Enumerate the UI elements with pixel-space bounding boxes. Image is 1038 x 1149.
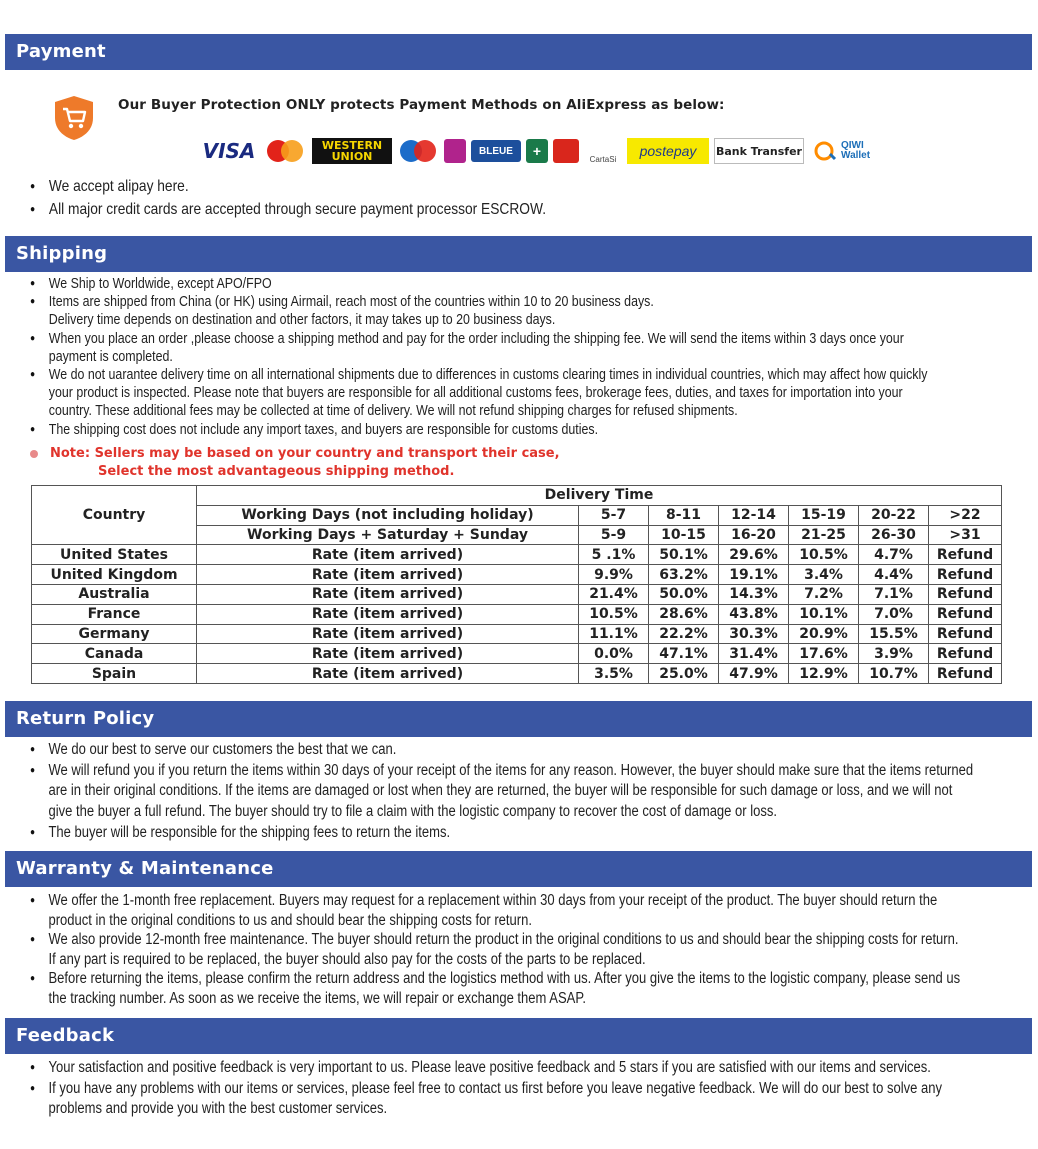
rate-cell: 10.5% (579, 604, 649, 624)
carte-bleue-logo: BLEUE (471, 140, 521, 162)
visa-logo: VISA (202, 139, 256, 163)
rate-cell: 28.6% (649, 604, 719, 624)
country-cell: United States (32, 545, 197, 565)
rate-cell: Refund (929, 565, 1002, 585)
rate-cell: 63.2% (649, 565, 719, 585)
mastercard-logo (263, 138, 307, 164)
note-line-1: Note: Sellers may be based on your country and transport their case, (50, 446, 560, 461)
rate-cell: 10.5% (789, 545, 859, 565)
rate-cell: 17.6% (789, 644, 859, 664)
list-item: ● Before returning the items, please confirm the return address and the logistics method with us. After you give the items to the logistic company, please send us (30, 969, 1009, 989)
feedback-header: Feedback (5, 1018, 1032, 1054)
table-cell: >22 (929, 505, 1002, 525)
payment-bullets (30, 175, 890, 221)
rate-cell: Refund (929, 545, 1002, 565)
rate-cell: 3.4% (789, 565, 859, 585)
rate-cell: 14.3% (719, 584, 789, 604)
table-row (32, 584, 1002, 604)
list-item: ● When you place an order ,please choose a shipping method and pay for the order including the shipping fee. We will send the items within 3 days once your (30, 330, 1022, 348)
list-item-continued: country. These additional fees may be collected at time of delivery. We will not refund shipping charges for refused shipments. (48, 403, 738, 420)
payment-logos (200, 135, 889, 167)
rate-cell: 22.2% (649, 624, 719, 644)
buyer-protection-text: Our Buyer Protection ONLY protects Payment Methods on AliExpress as below: (118, 97, 725, 113)
country-cell: France (32, 604, 197, 624)
working-days-label: Working Days (not including holiday) (197, 505, 579, 525)
rate-cell: 30.3% (719, 624, 789, 644)
list-item: ● We also provide 12-month free maintenance. The buyer should return the product in the original conditions to us and should bear the shipping costs for return. (30, 930, 1009, 950)
western-union-logo: WESTERN UNION (312, 138, 392, 164)
saturday-days-label: Working Days + Saturday + Sunday (197, 525, 579, 545)
table-cell: 8-11 (649, 505, 719, 525)
country-header: Country (32, 486, 197, 545)
cartasi-logo: CartaSi (589, 155, 617, 164)
rate-cell: 15.5% (859, 624, 929, 644)
feedback-bullets (30, 1058, 1004, 1120)
country-cell: Australia (32, 584, 197, 604)
rate-cell: 7.2% (789, 584, 859, 604)
rate-cell: 21.4% (579, 584, 649, 604)
table-cell: 10-15 (649, 525, 719, 545)
rate-cell: 50.1% (649, 545, 719, 565)
rate-cell: 19.1% (719, 565, 789, 585)
country-cell: Spain (32, 664, 197, 684)
buyer-protection-shield-icon (52, 94, 96, 142)
maestro-logo (397, 138, 439, 164)
list-item: ● The shipping cost does not include any import taxes, and buyers are responsible for customs duties. (30, 421, 1022, 439)
table-row (32, 486, 1002, 506)
table-cell: 15-19 (789, 505, 859, 525)
table-cell: 26-30 (859, 525, 929, 545)
table-row (32, 545, 1002, 565)
country-cell: Germany (32, 624, 197, 644)
table-row (32, 604, 1002, 624)
rate-label-cell: Rate (item arrived) (197, 565, 579, 585)
list-item-continued: problems and provide you with the best customer services. (48, 1100, 388, 1117)
table-cell: 16-20 (719, 525, 789, 545)
rate-label-cell: Rate (item arrived) (197, 584, 579, 604)
table-cell: 21-25 (789, 525, 859, 545)
list-item: ● We will refund you if you return the items within 30 days of your receipt of the items for any reason. However, the buyer should make sure that the items returned (30, 761, 1013, 782)
table-cell: 5-9 (579, 525, 649, 545)
rate-cell: 4.4% (859, 565, 929, 585)
country-cell: Canada (32, 644, 197, 664)
rate-cell: 10.7% (859, 664, 929, 684)
rate-cell: 50.0% (649, 584, 719, 604)
rate-cell: 9.9% (579, 565, 649, 585)
shipping-bullets (30, 275, 1022, 439)
shipping-note (30, 445, 560, 481)
table-cell: 5-7 (579, 505, 649, 525)
rate-cell: 20.9% (789, 624, 859, 644)
payment-icon-red (553, 139, 579, 163)
list-item: ● We accept alipay here. (30, 175, 890, 198)
bank-transfer-logo: Bank Transfer (714, 138, 804, 164)
rate-cell: Refund (929, 604, 1002, 624)
shipping-header: Shipping (5, 236, 1032, 272)
rate-cell: Refund (929, 644, 1002, 664)
rate-label-cell: Rate (item arrived) (197, 644, 579, 664)
list-item: ● We offer the 1-month free replacement. Buyers may request for a replacement within 30 days from your receipt of the product. The buyer should return the (30, 891, 1009, 911)
rate-cell: Refund (929, 584, 1002, 604)
list-item-continued: your product is inspected. Please note that buyers are responsible for all additional customs fees, brokerage fees, duties, and taxes for importation into your (48, 385, 903, 402)
warranty-header: Warranty & Maintenance (5, 851, 1032, 887)
list-item: ● All major credit cards are accepted through secure payment processor ESCROW. (30, 198, 890, 221)
rate-cell: 31.4% (719, 644, 789, 664)
payment-icon-green: + (526, 139, 548, 163)
table-row (32, 565, 1002, 585)
country-cell: United Kingdom (32, 565, 197, 585)
list-item-continued: give the buyer a full refund. The buyer should try to file a claim with the logistic company to recover the cost of damage or loss. (48, 803, 778, 821)
delivery-time-table (31, 485, 1002, 684)
rate-cell: 7.0% (859, 604, 929, 624)
list-item: ● Items are shipped from China (or HK) using Airmail, reach most of the countries within 10 to 20 business days. (30, 293, 1022, 311)
rate-cell: 12.9% (789, 664, 859, 684)
payment-icon-purple (444, 139, 466, 163)
rate-label-cell: Rate (item arrived) (197, 545, 579, 565)
list-item-continued: the tracking number. As soon as we receive the items, we will repair or exchange them ASAP. (48, 989, 586, 1007)
rate-cell: 29.6% (719, 545, 789, 565)
return-policy-header: Return Policy (5, 701, 1032, 737)
rate-cell: 7.1% (859, 584, 929, 604)
rate-cell: Refund (929, 624, 1002, 644)
rate-cell: 4.7% (859, 545, 929, 565)
rate-label-cell: Rate (item arrived) (197, 604, 579, 624)
table-cell: >31 (929, 525, 1002, 545)
list-item: ● We do our best to serve our customers the best that we can. (30, 740, 1013, 761)
rate-cell: 10.1% (789, 604, 859, 624)
list-item: ● If you have any problems with our items or services, please feel free to contact us first before you leave negative feedback. We will do our best to solve any (30, 1079, 1004, 1100)
rate-cell: 25.0% (649, 664, 719, 684)
postepay-logo: postepay (627, 138, 709, 164)
list-item-continued: are in their original conditions. If the items are damaged or lost when they are returned, the buyer will be responsible for such damage or loss, and we will not (48, 782, 953, 800)
note-line-2: Select the most advantageous shipping method. (98, 464, 455, 479)
qiwi-wallet-label: QIWI Wallet (841, 140, 871, 161)
list-item-continued: Delivery time depends on destination and other factors, it may takes up to 20 business days. (48, 312, 556, 329)
rate-cell: 3.5% (579, 664, 649, 684)
table-row (32, 624, 1002, 644)
rate-label-cell: Rate (item arrived) (197, 624, 579, 644)
rate-label-cell: Rate (item arrived) (197, 664, 579, 684)
list-item-continued: payment is completed. (48, 348, 173, 365)
rate-cell: Refund (929, 664, 1002, 684)
list-item: ● We do not uarantee delivery time on all international shipments due to differences in customs clearing times in individual countries, which may affect how quickly (30, 366, 1022, 384)
rate-cell: 43.8% (719, 604, 789, 624)
rate-cell: 3.9% (859, 644, 929, 664)
table-row (32, 644, 1002, 664)
list-item: ● Your satisfaction and positive feedback is very important to us. Please leave positive feedback and 5 stars if you are satisfied with our items and services. (30, 1058, 1004, 1079)
list-item-continued: product in the original conditions to us and should bear the shipping costs for return. (48, 911, 532, 929)
note-dot-icon (30, 450, 38, 458)
rate-cell: 5 .1% (579, 545, 649, 565)
list-item: ● The buyer will be responsible for the shipping fees to return the items. (30, 823, 1013, 844)
list-item: ● We Ship to Worldwide, except APO/FPO (30, 275, 1022, 293)
list-item-continued: If any part is required to be replaced, the buyer should also pay for the costs of the parts to be replaced. (48, 950, 646, 968)
rate-cell: 47.9% (719, 664, 789, 684)
table-cell: 20-22 (859, 505, 929, 525)
table-row (32, 664, 1002, 684)
payment-header: Payment (5, 34, 1032, 70)
rate-cell: 0.0% (579, 644, 649, 664)
return-policy-bullets (30, 740, 1013, 844)
delivery-time-header: Delivery Time (197, 486, 1002, 506)
qiwi-wallet-logo (809, 138, 889, 164)
rate-cell: 11.1% (579, 624, 649, 644)
table-cell: 12-14 (719, 505, 789, 525)
warranty-bullets (30, 891, 1009, 1009)
rate-cell: 47.1% (649, 644, 719, 664)
